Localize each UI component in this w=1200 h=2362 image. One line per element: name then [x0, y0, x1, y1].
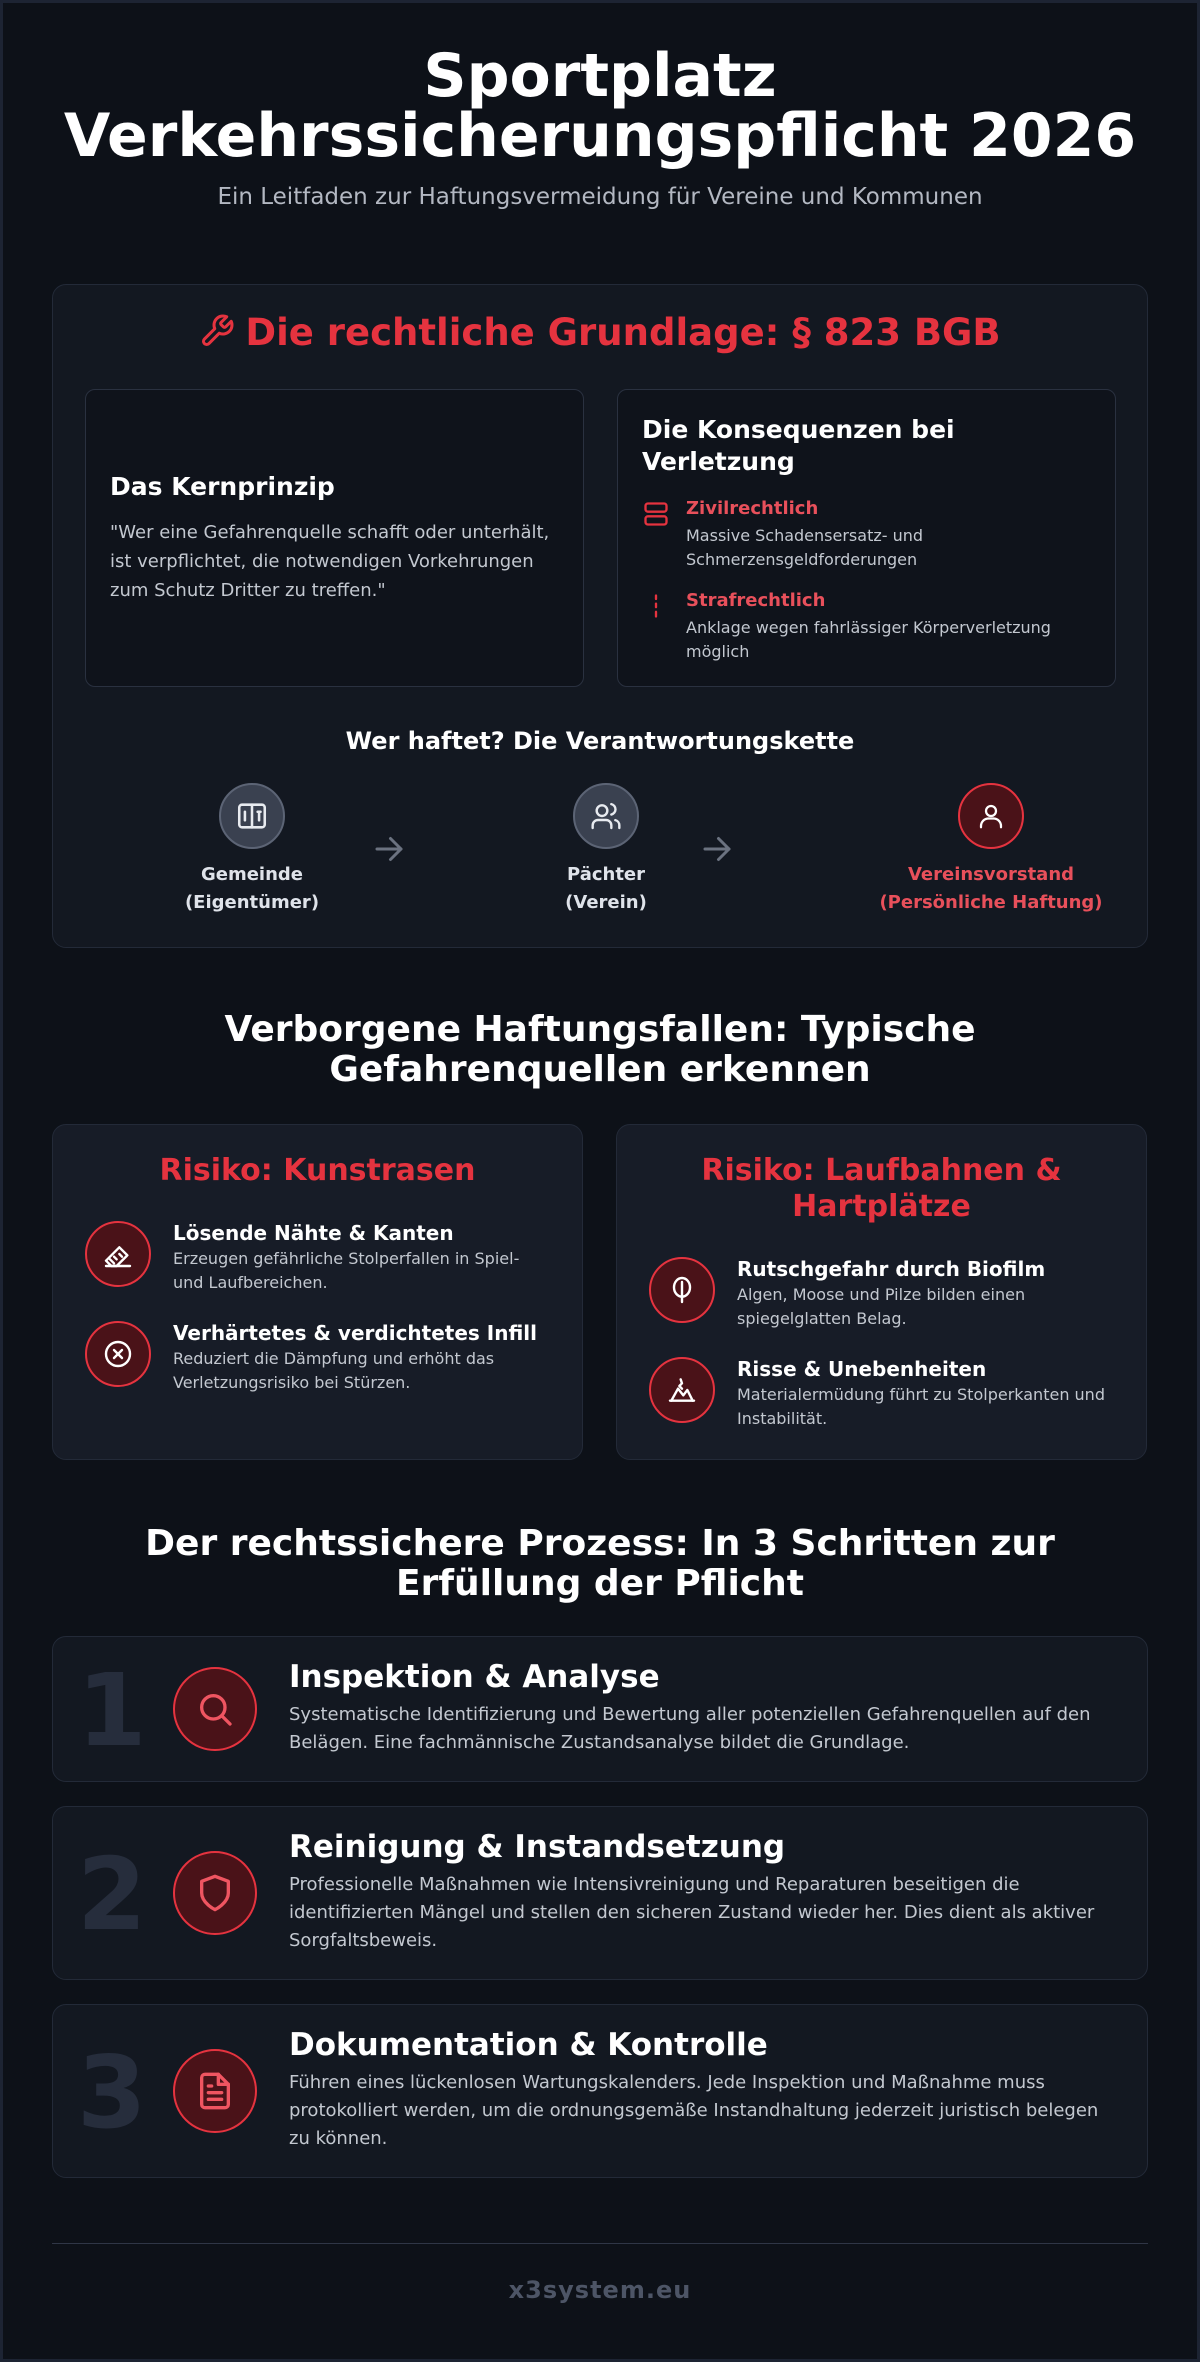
- chain-label-line2: (Persönliche Haftung): [879, 892, 1103, 913]
- users-icon: [590, 800, 622, 832]
- consequence-desc: Anklage wegen fahrlässiger Körperverletzung möglich: [686, 618, 1051, 661]
- risk-item-name: Verhärtetes & verdichtetes Infill: [173, 1321, 537, 1345]
- process-title-line1: Der rechtssichere Prozess: In 3 Schritten zur: [145, 1523, 1055, 1564]
- document-icon: [195, 2071, 235, 2111]
- step-title: Inspektion & Analyse: [289, 1659, 660, 1695]
- risk-card-tracks-hardcourts: [616, 1124, 1147, 1460]
- step-number: 1: [77, 1652, 147, 1769]
- chain-node-tenant: [486, 783, 726, 917]
- process-section-title: [0, 1524, 1200, 1604]
- step-title: Reinigung & Instandsetzung: [289, 1829, 786, 1865]
- eraser-icon: [102, 1238, 134, 1270]
- chain-node-municipality: [132, 783, 372, 917]
- risk-item-desc: Materialermüdung führt zu Stolperkanten und Instabilität.: [737, 1385, 1105, 1428]
- title-line-2: Verkehrssicherungspflicht 2026: [63, 101, 1137, 171]
- hazards-title-line2: Gefahrenquellen erkennen: [329, 1049, 871, 1090]
- chain-label: [486, 861, 726, 917]
- hazards-title-line1: Verborgene Haftungsfallen: Typische: [224, 1009, 976, 1050]
- user-icon: [976, 801, 1006, 831]
- risk-item-name: Risse & Unebenheiten: [737, 1357, 987, 1381]
- chain-label-line1: Vereinsvorstand: [907, 864, 1075, 885]
- process-step-2: [52, 1806, 1148, 1980]
- risk-item-name: Lösende Nähte & Kanten: [173, 1221, 454, 1245]
- risk-card-artificial-turf: [52, 1124, 583, 1460]
- chain-label: [132, 861, 372, 917]
- shield-icon: [195, 1873, 235, 1913]
- step-number: 2: [77, 1836, 147, 1953]
- scale-icon: [642, 500, 670, 528]
- step-icon-circle: [173, 2049, 257, 2133]
- step-icon-circle: [173, 1667, 257, 1751]
- page-header: [0, 41, 1200, 210]
- risk-item-desc: Algen, Moose und Pilze bilden einen spiegelglatten Belag.: [737, 1285, 1026, 1328]
- chain-icon-circle: [219, 783, 285, 849]
- chain-label-line2: (Verein): [565, 892, 647, 913]
- process-step-1: [52, 1636, 1148, 1782]
- responsibility-chain-title: Wer haftet? Die Verantwortungskette: [345, 727, 855, 755]
- step-icon-circle: [173, 1851, 257, 1935]
- chain-label: [831, 861, 1151, 917]
- risk-icon-circle: [85, 1321, 151, 1387]
- leaf-icon: [666, 1274, 698, 1306]
- risk-card-title-line1: Risiko: Laufbahnen &: [701, 1153, 1062, 1188]
- consequences-heading: Die Konsequenzen bei Verletzung: [642, 415, 955, 476]
- arrow-right-icon: [699, 831, 735, 867]
- risk-icon-circle: [85, 1221, 151, 1287]
- core-principle-heading: Das Kernprinzip: [110, 472, 335, 501]
- legal-basis-title-text: Die rechtliche Grundlage: § 823 BGB: [245, 311, 1001, 354]
- x-circle-icon: [102, 1338, 134, 1370]
- footer-site-link[interactable]: x3system.eu: [508, 2276, 692, 2304]
- step-number: 3: [77, 2034, 147, 2151]
- hazards-section-title: [0, 1010, 1200, 1090]
- risk-card-title: Risiko: Kunstrasen: [159, 1153, 476, 1188]
- core-principle-quote: "Wer eine Gefahrenquelle schafft oder unterhält, ist verpflichtet, die notwendigen Vorkehrungen zum Schutz Dritter zu treffen.": [110, 522, 550, 601]
- arrow-right-icon: [371, 831, 407, 867]
- risk-item-desc: Erzeugen gefährliche Stolperfallen in Spiel- und Laufbereichen.: [173, 1249, 520, 1292]
- risk-card-title-line2: Hartplätze: [792, 1189, 971, 1224]
- step-desc: Führen eines lückenlosen Wartungskalenders. Jede Inspektion und Maßnahme muss protokolliert werden, um die ordnungsgemäße Instandhaltung jederzeit juristisch belegen zu können.: [289, 2072, 1099, 2149]
- wrench-icon: [199, 313, 235, 349]
- title-line-1: Sportplatz: [423, 41, 777, 111]
- chain-label-line1: Gemeinde: [200, 864, 304, 885]
- step-desc: Professionelle Maßnahmen wie Intensivreinigung und Reparaturen beseitigen die identifizierten Mängel und stellen den sicheren Zustand wieder her. Dies dient als aktiver Sorgfaltsbeweis.: [289, 1874, 1095, 1951]
- consequence-desc: Massive Schadensersatz- und Schmerzensgeldforderungen: [686, 526, 924, 569]
- building-icon: [235, 799, 269, 833]
- chain-icon-circle: [958, 783, 1024, 849]
- risk-icon-circle: [649, 1357, 715, 1423]
- consequence-title: Strafrechtlich: [686, 590, 826, 611]
- risk-item-name: Rutschgefahr durch Biofilm: [737, 1257, 1046, 1281]
- crack-icon: [666, 1374, 698, 1406]
- process-title-line2: Erfüllung der Pflicht: [396, 1563, 804, 1604]
- step-desc: Systematische Identifizierung und Bewertung aller potenziellen Gefahrenquellen auf den Belägen. Eine fachmännische Zustandsanalyse bildet die Grundlage.: [289, 1704, 1091, 1753]
- risk-icon-circle: [649, 1257, 715, 1323]
- page-title: [0, 41, 1200, 171]
- core-principle-box: [85, 389, 584, 687]
- footer-divider: [52, 2243, 1148, 2244]
- chain-label-line1: Pächter: [566, 864, 646, 885]
- risk-item-desc: Reduziert die Dämpfung und erhöht das Verletzungsrisiko bei Stürzen.: [173, 1349, 495, 1392]
- search-icon: [195, 1689, 235, 1729]
- step-title: Dokumentation & Kontrolle: [289, 2027, 768, 2063]
- risk-card-title: [617, 1153, 1146, 1225]
- legal-basis-panel: [52, 284, 1148, 948]
- page-subtitle: Ein Leitfaden zur Haftungsvermeidung für Vereine und Kommunen: [217, 184, 983, 210]
- process-step-3: [52, 2004, 1148, 2178]
- consequences-box: [617, 389, 1116, 687]
- chain-icon-circle: [573, 783, 639, 849]
- chain-label-line2: (Eigentümer): [184, 892, 320, 913]
- chain-node-board: [831, 783, 1151, 917]
- gavel-icon: [642, 592, 670, 620]
- consequence-title: Zivilrechtlich: [686, 498, 819, 519]
- legal-basis-title: [53, 311, 1147, 354]
